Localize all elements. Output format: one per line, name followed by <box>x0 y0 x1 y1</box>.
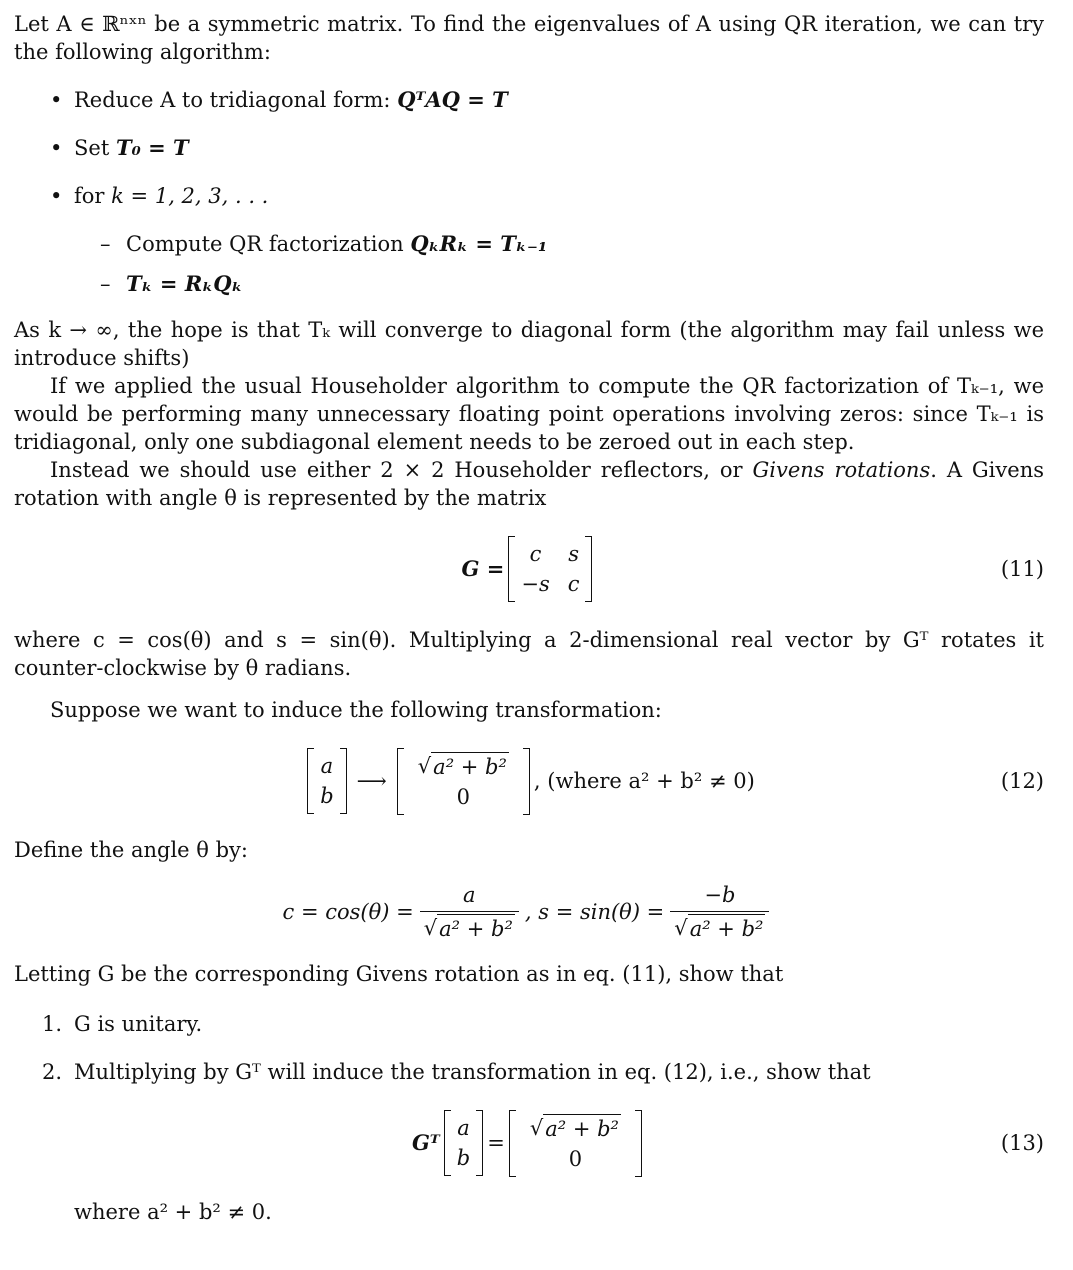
cos-fraction: a √ a² + b² <box>420 881 519 943</box>
paragraph-convergence: As k → ∞, the hope is that Tₖ will converge to diagonal form (the algorithm may fail unless we introduce shifts) <box>14 318 1044 370</box>
equation-11: G = c s −s c (11) <box>14 534 1044 604</box>
paragraph-define-angle: Define the angle θ by: <box>14 838 248 862</box>
paragraph-letting: Letting G be the corresponding Givens rotation as in eq. (11), show that <box>14 962 784 986</box>
equation-angle-definition: c = cos(θ) = a √ a² + b² , s = sin(θ) = −b √ a² + b² <box>14 876 1044 948</box>
equation-number-11: (11) <box>1000 557 1044 581</box>
sin-fraction: −b √ a² + b² <box>670 881 769 943</box>
task-2: 2. Multiplying by Gᵀ will induce the transformation in eq. (12), i.e., show that <box>42 1060 871 1084</box>
equation-12 <box>14 742 1044 820</box>
paragraph-transformation: Suppose we want to induce the following transformation: <box>50 698 662 722</box>
algorithm-step-3: • for k = 1, 2, 3, . . . <box>14 182 1044 210</box>
equation-number-13: (13) <box>1000 1131 1044 1155</box>
task-1: 1. G is unitary. <box>42 1012 203 1036</box>
step1-equation: QᵀAQ = T <box>397 87 508 112</box>
step3-equation: k = 1, 2, 3, . . . <box>111 184 269 208</box>
givens-rotations-term: Givens rotations <box>752 458 931 482</box>
step2-equation: T₀ = T <box>115 135 189 160</box>
vector-ab: a b <box>444 1110 483 1176</box>
result-vector: √ a² + b² 0 <box>509 1110 642 1177</box>
equation-number-12: (12) <box>1000 769 1044 793</box>
substep1-equation: QₖRₖ = Tₖ₋₁ <box>410 231 548 256</box>
paragraph-rotation: where c = cos(θ) and s = sin(θ). Multiplying a 2-dimensional real vector by Gᵀ rotates it counter-clockwise by θ radians. <box>14 628 1044 680</box>
paragraph-householder: If we applied the usual Householder algorithm to compute the QR factorization of Tₖ₋₁, we would be performing many unnecessary floating point operations involving zeros: since Tₖ₋₁ is tridiagonal, only one subdiagonal element needs to be zeroed out in each step. <box>14 374 1044 454</box>
givens-matrix: c s −s c <box>508 536 592 602</box>
arrow: ⟶ <box>356 769 387 793</box>
task-2-condition: where a² + b² ≠ 0. <box>74 1200 272 1224</box>
intro-paragraph: Let A ∈ ℝⁿˣⁿ be a symmetric matrix. To find the eigenvalues of A using QR iteration, we can try the following algorithm: <box>14 12 1044 64</box>
algorithm-substep-2 <box>14 270 1044 298</box>
input-vector: a b <box>307 748 346 814</box>
output-vector: √ a² + b² 0 <box>397 748 530 815</box>
substep2-equation: Tₖ = RₖQₖ <box>126 271 243 296</box>
algorithm-substep-1: – Compute QR factorization QₖRₖ = Tₖ₋₁ <box>14 230 1044 258</box>
document-page <box>14 10 1044 1226</box>
algorithm-step-1: • Reduce A to tridiagonal form: QᵀAQ = T <box>14 86 1044 114</box>
paragraph-givens: Instead we should use either 2 × 2 Householder reflectors, or Givens rotations. A Givens rotation with angle θ is represented by the matrix <box>14 458 1044 510</box>
algorithm-step-2: • Set T₀ = T <box>14 134 1044 162</box>
equation-13: Gᵀ a b = √ a² + b² 0 (13) <box>14 1104 1044 1182</box>
condition: , (where a² + b² ≠ 0) <box>533 769 755 793</box>
